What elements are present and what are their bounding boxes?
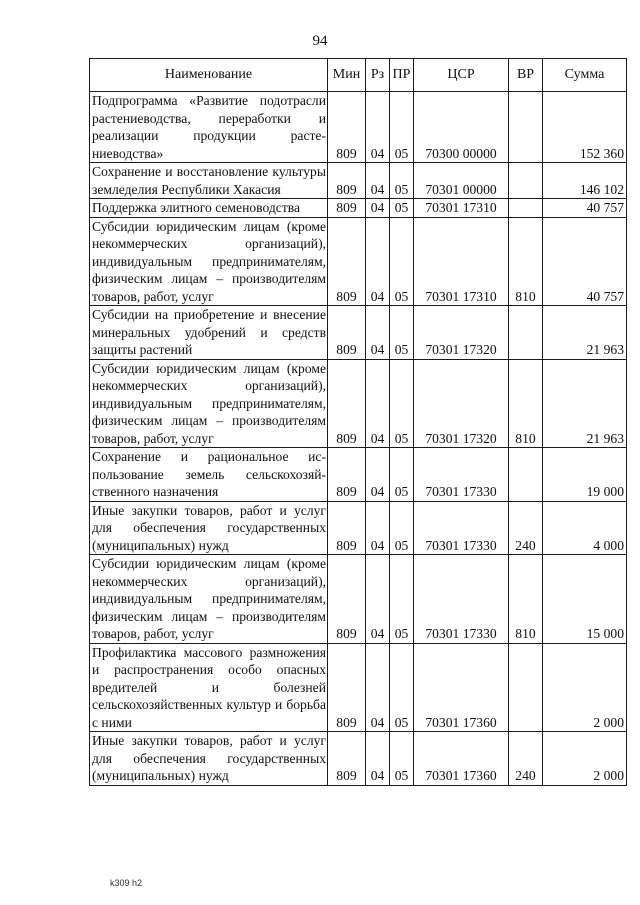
cell-csr: 70301 17310 (414, 217, 509, 306)
cell-csr: 70301 17320 (414, 306, 509, 360)
cell-sum: 2 000 (543, 732, 627, 786)
table-row (90, 501, 627, 555)
cell-name: Субсидии на приобретение и внесение минеральных удобрений и средств защиты растений (90, 306, 328, 360)
table-row (90, 199, 627, 218)
cell-pr: 05 (390, 217, 414, 306)
cell-csr: 70300 00000 (414, 92, 509, 163)
cell-vr (509, 306, 543, 360)
table-row (90, 448, 627, 502)
table-row (90, 732, 627, 786)
cell-rz: 04 (366, 92, 390, 163)
cell-rz: 04 (366, 163, 390, 199)
cell-pr: 05 (390, 92, 414, 163)
cell-vr: 240 (509, 501, 543, 555)
cell-sum: 21 963 (543, 359, 627, 448)
cell-min: 809 (328, 163, 366, 199)
cell-min: 809 (328, 643, 366, 732)
cell-pr: 05 (390, 555, 414, 644)
cell-min: 809 (328, 448, 366, 502)
cell-vr (509, 448, 543, 502)
cell-csr: 70301 17330 (414, 555, 509, 644)
cell-csr: 70301 17310 (414, 199, 509, 218)
cell-vr: 810 (509, 359, 543, 448)
cell-name: Сохранение и восстановление культуры земледелия Республики Хакасия (90, 163, 328, 199)
cell-csr: 70301 17360 (414, 732, 509, 786)
cell-name: Иные закупки товаров, работ и услуг для обеспечения государственных (муниципальных) нужд (90, 732, 328, 786)
cell-vr: 810 (509, 217, 543, 306)
cell-pr: 05 (390, 448, 414, 502)
cell-sum: 152 360 (543, 92, 627, 163)
cell-pr: 05 (390, 643, 414, 732)
page-number: 94 (312, 33, 328, 49)
cell-min: 809 (328, 217, 366, 306)
cell-name: Профилактика массового размножения и распространения особо опасных вредителей и болезней сельскохозяйственных культур и борьба с ними (90, 643, 328, 732)
cell-min: 809 (328, 359, 366, 448)
cell-vr: 810 (509, 555, 543, 644)
cell-rz: 04 (366, 448, 390, 502)
table-row (90, 306, 627, 360)
cell-rz: 04 (366, 359, 390, 448)
cell-pr: 05 (390, 163, 414, 199)
cell-pr: 05 (390, 359, 414, 448)
cell-csr: 70301 17320 (414, 359, 509, 448)
cell-vr (509, 199, 543, 218)
cell-vr (509, 163, 543, 199)
cell-sum: 15 000 (543, 555, 627, 644)
cell-vr (509, 92, 543, 163)
header-name: Наименование (90, 59, 328, 92)
cell-pr: 05 (390, 199, 414, 218)
table-row (90, 217, 627, 306)
table-header-row (90, 59, 627, 92)
header-csr: ЦСР (414, 59, 509, 92)
cell-sum: 40 757 (543, 199, 627, 218)
cell-name: Сохранение и рациональное использование земель сельскохозяйственного назначения (90, 448, 328, 502)
cell-sum: 2 000 (543, 643, 627, 732)
cell-sum: 146 102 (543, 163, 627, 199)
cell-min: 809 (328, 501, 366, 555)
header-sum: Сумма (543, 59, 627, 92)
cell-min: 809 (328, 306, 366, 360)
cell-rz: 04 (366, 555, 390, 644)
cell-min: 809 (328, 732, 366, 786)
budget-table (89, 58, 627, 786)
cell-name: Поддержка элитного семеноводства (90, 199, 328, 218)
table-row (90, 92, 627, 163)
cell-sum: 40 757 (543, 217, 627, 306)
cell-rz: 04 (366, 643, 390, 732)
cell-name: Субсидии юридическим лицам (кроме некоммерческих организаций), индивидуальным предпринимателям, физическим лицам – производителям товаров, работ, услуг (90, 359, 328, 448)
cell-name: Субсидии юридическим лицам (кроме некоммерческих организаций), индивидуальным предпринимателям, физическим лицам – производителям товаров, работ, услуг (90, 217, 328, 306)
cell-rz: 04 (366, 732, 390, 786)
footer-code: k309 h2 (110, 878, 143, 888)
cell-rz: 04 (366, 306, 390, 360)
cell-name: Субсидии юридическим лицам (кроме некоммерческих организаций), индивидуальным предпринимателям, физическим лицам – производителям товаров, работ, услуг (90, 555, 328, 644)
cell-min: 809 (328, 199, 366, 218)
cell-min: 809 (328, 92, 366, 163)
cell-csr: 70301 17360 (414, 643, 509, 732)
cell-rz: 04 (366, 217, 390, 306)
cell-rz: 04 (366, 199, 390, 218)
cell-name: Иные закупки товаров, работ и услуг для обеспечения государственных (муниципальных) нужд (90, 501, 328, 555)
cell-sum: 4 000 (543, 501, 627, 555)
cell-name: Подпрограмма «Развитие подотрасли растениеводства, переработки и реализации продукции растениеводства» (90, 92, 328, 163)
cell-csr: 70301 00000 (414, 163, 509, 199)
cell-min: 809 (328, 555, 366, 644)
cell-pr: 05 (390, 306, 414, 360)
cell-sum: 19 000 (543, 448, 627, 502)
cell-pr: 05 (390, 732, 414, 786)
header-rz: Рз (366, 59, 390, 92)
header-pr: ПР (390, 59, 414, 92)
header-min: Мин (328, 59, 366, 92)
cell-csr: 70301 17330 (414, 501, 509, 555)
header-vr: ВР (509, 59, 543, 92)
cell-rz: 04 (366, 501, 390, 555)
table-row (90, 359, 627, 448)
table-row (90, 163, 627, 199)
cell-vr (509, 643, 543, 732)
cell-sum: 21 963 (543, 306, 627, 360)
cell-vr: 240 (509, 732, 543, 786)
cell-pr: 05 (390, 501, 414, 555)
table-row (90, 643, 627, 732)
table-row (90, 555, 627, 644)
cell-csr: 70301 17330 (414, 448, 509, 502)
